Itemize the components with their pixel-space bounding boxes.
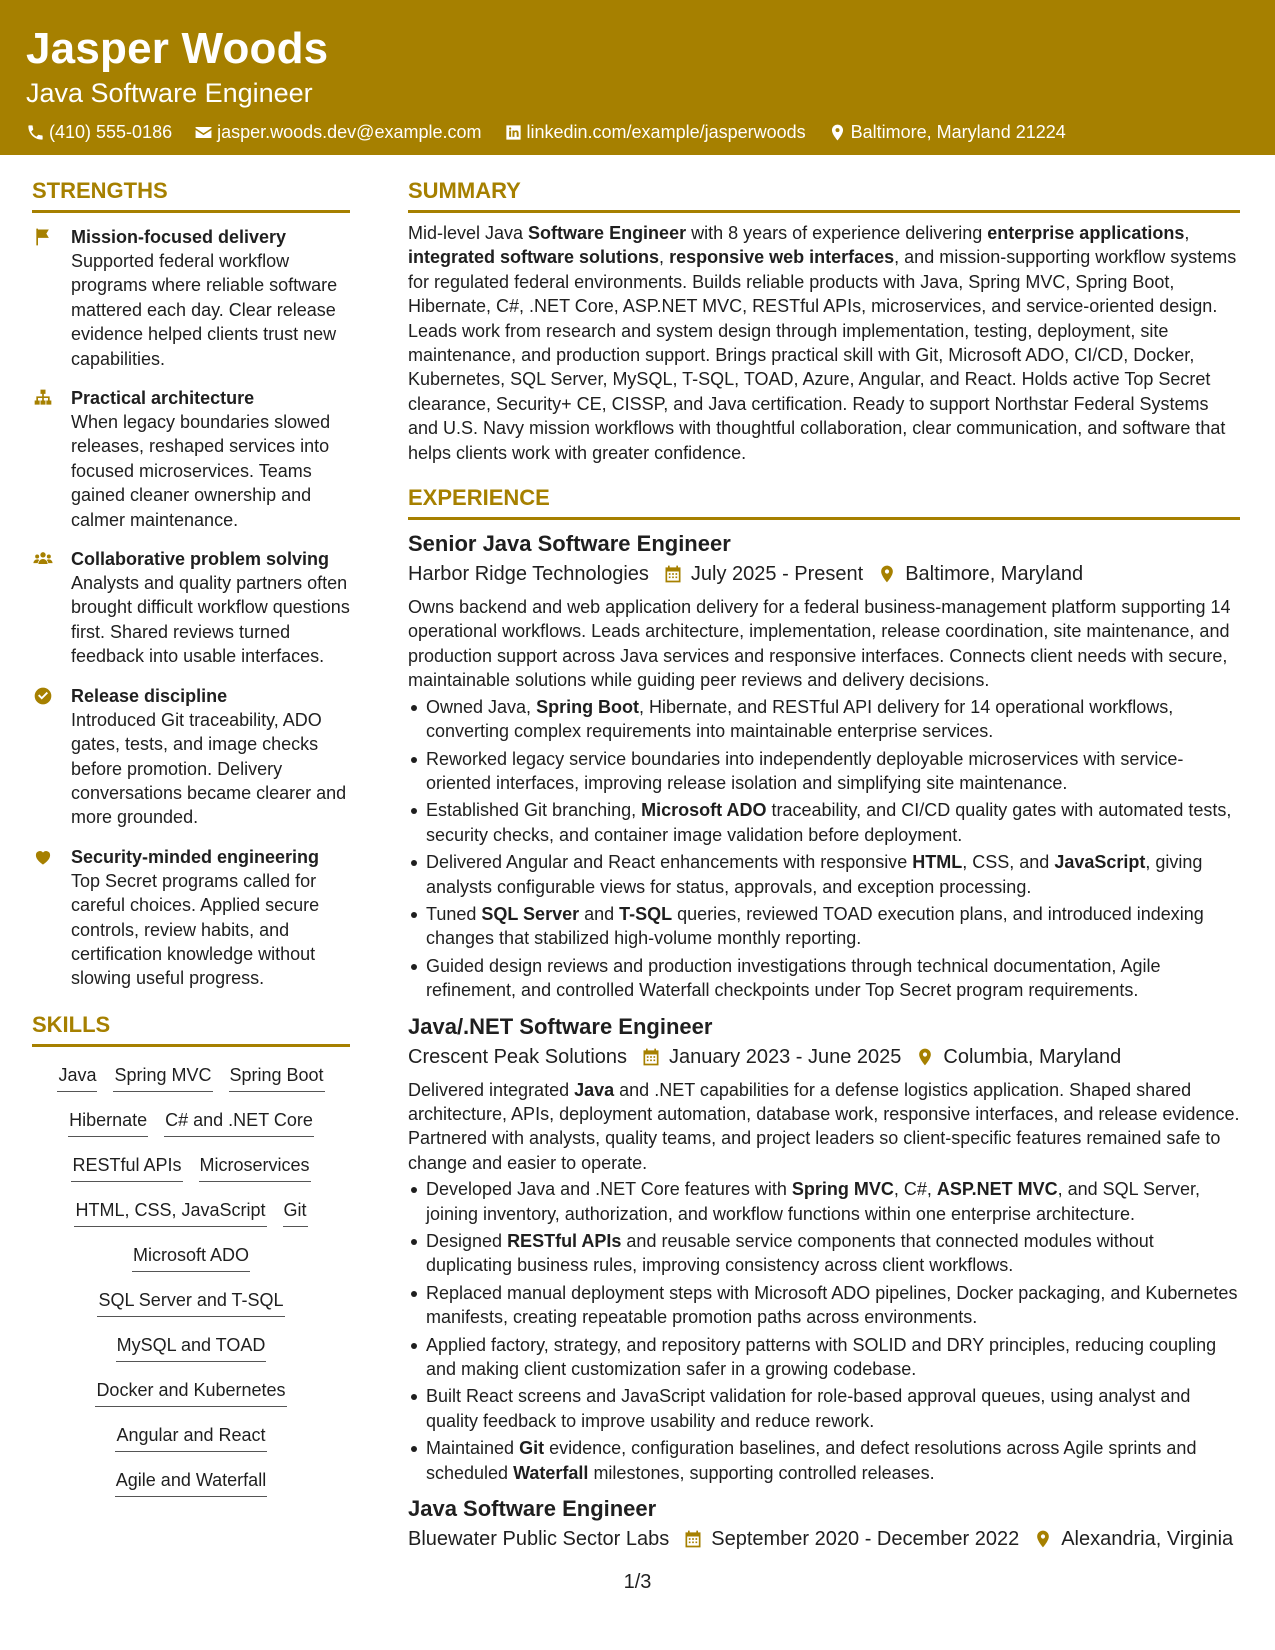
left-column [32, 178, 350, 1513]
contact-email-text[interactable]: jasper.woods.dev@example.com [217, 122, 482, 142]
skill-row [32, 1333, 350, 1362]
job-bullet [408, 902, 1240, 951]
job-title: Java Software Engineer [408, 1496, 657, 1522]
skill-tag: Spring MVC [113, 1063, 212, 1092]
skill-row [32, 1108, 350, 1137]
bold-text: Git [519, 1438, 545, 1459]
skill-tag: Hibernate [68, 1108, 148, 1137]
strength-title: Practical architecture [71, 388, 255, 409]
skill-tag: C# and .NET Core [164, 1108, 314, 1137]
job-dates: September 2020 - December 2022 [711, 1528, 1020, 1551]
text-segment: Established Git branching, [426, 800, 642, 821]
text-segment: Owns backend and web application delivery for a federal business-management platform supporting 14 operational workflows. Leads architecture, implementation, release coordination, site maintenance, and production support across Java services and responsive interfaces. Connects client needs with secure, maintainable solutions while guiding peer reviews and delivery decisions. [408, 597, 1231, 691]
strength-text: Analysts and quality partners often brought difficult workflow questions first. Shared reviews turned feedback into usable interfaces. [71, 573, 350, 667]
text-segment: , [659, 247, 670, 268]
skill-tag: Java [57, 1063, 97, 1092]
strength-item [32, 845, 350, 991]
page-number: 1/3 [623, 1571, 652, 1593]
strength-item [32, 684, 350, 830]
job-title: Senior Java Software Engineer [408, 531, 731, 557]
calendar-icon [683, 1529, 703, 1549]
text-segment: Reworked legacy service boundaries into independently deployable microservices with service-oriented interfaces, improving release isolation and simplifying site maintenance. [426, 748, 1184, 793]
bold-text: T-SQL [619, 903, 673, 924]
map-pin-icon [877, 564, 897, 584]
skill-tag: HTML, CSS, JavaScript [74, 1198, 266, 1227]
strength-text: Top Secret programs called for careful choices. Applied secure controls, review habits, and certification knowledge without slowing useful progress. [71, 870, 320, 989]
text-segment: queries, reviewed TOAD execution plans, and introduced indexing changes that stabilized high-volume monthly reporting. [426, 903, 1204, 949]
calendar-icon [663, 564, 683, 584]
bold-text: Software Engineer [528, 223, 687, 243]
strength-item [32, 386, 350, 532]
skill-tag: Angular and React [115, 1423, 266, 1452]
text-segment: Owned Java, [426, 696, 537, 717]
bold-text: Spring Boot [536, 696, 640, 717]
summary-text [408, 221, 1240, 465]
text-segment: Applied factory, strategy, and repository patterns with SOLID and DRY principles, reducing coupling and making client customization safer in a growing codebase. [426, 1334, 1217, 1380]
resume-header [0, 0, 1275, 155]
bold-text: SQL Server [481, 903, 580, 924]
strength-text: Supported federal workflow programs where reliable software mattered each day. Clear release evidence helped clients trust new capabilities. [71, 251, 338, 369]
job-location: Baltimore, Maryland [905, 563, 1084, 586]
job-company: Crescent Peak Solutions [408, 1045, 628, 1068]
text-segment: , [1184, 223, 1190, 243]
text-segment: , and SQL Server, joining inventory, authorization, and workflow functions within one enterprise architecture. [426, 1179, 1201, 1224]
skill-row [32, 1378, 350, 1407]
job-bullet [408, 954, 1240, 1003]
text-segment: , CSS, and [962, 852, 1055, 873]
contact-location-text: Baltimore, Maryland 21224 [850, 122, 1066, 142]
job-bullet [408, 1436, 1240, 1485]
strengths-list [32, 225, 350, 991]
job-bullet [408, 850, 1240, 899]
text-segment: , Hibernate, and RESTful API delivery for 14 operational workflows, converting complex requirements into maintainable enterprise services. [426, 696, 1174, 742]
text-segment: and .NET capabilities for a defense logistics application. Shaped shared architecture, APIs, deployment automation, database work, responsive interfaces, and release evidence. Partnered with analysts, quality teams, and project leaders so client-specific features remained safe to change and easier to operate. [408, 1079, 1240, 1173]
candidate-name: Jasper Woods [26, 24, 329, 73]
text-segment: , C#, [893, 1179, 937, 1200]
skill-tag: Microservices [199, 1153, 311, 1182]
strength-title: Release discipline [71, 685, 228, 706]
text-segment: , and mission-supporting workflow systems for regulated federal environments. Builds reliable products with Java, Spring MVC, Spring Boot, Hibernate, C#, .NET Core, ASP.NET MVC, RESTful APIs, microservices, and service-oriented design. Leads work from research and system design through implementation, testing, deployment, site maintenance, and production support. Brings practical skill with Git, Microsoft ADO, CI/CD, Docker, Kubernetes, SQL Server, MySQL, T-SQL, TOAD, Azure, Angular, and React. Holds active Top Secret clearance, Security+ CE, CISSP, and Java certification. Ready to support Northstar Federal Systems and U.S. Navy mission workflows with thoughtful collaboration, clear communication, and software that helps clients work with greater confidence. [408, 247, 1237, 463]
job-bullet [408, 1281, 1240, 1330]
experience-list [408, 530, 1240, 1554]
job-bullets [408, 695, 1240, 1003]
phone-icon [26, 123, 45, 142]
bold-text: integrated software solutions [408, 247, 660, 268]
map-pin-icon [828, 123, 847, 142]
skill-row [32, 1153, 350, 1182]
job-bullet [408, 1229, 1240, 1278]
contact-location [828, 121, 1066, 143]
strength-title: Mission-focused delivery [71, 227, 287, 247]
map-pin-icon [915, 1047, 935, 1067]
strength-text: When legacy boundaries slowed releases, reshaped services into focused microservices. Teams gained cleaner ownership and calmer maintenance. [71, 412, 331, 530]
job-location: Columbia, Maryland [943, 1045, 1122, 1068]
strength-item [32, 547, 350, 669]
job-company: Harbor Ridge Technologies [408, 563, 649, 586]
skill-tag: MySQL and TOAD [116, 1333, 267, 1362]
contact-phone-text: (410) 555-0186 [49, 122, 173, 142]
job-description [408, 1078, 1240, 1176]
job-entry [408, 1495, 1240, 1554]
skills-heading: SKILLS [32, 1012, 350, 1047]
bold-text: enterprise applications [987, 223, 1185, 243]
job-company: Bluewater Public Sector Labs [408, 1528, 670, 1551]
job-description [408, 595, 1240, 693]
text-segment: Built React screens and JavaScript validation for role-based approval queues, using analyst and quality feedback to improve usability and reduce rework. [426, 1386, 1191, 1431]
job-bullet [408, 1384, 1240, 1433]
text-segment: Delivered Angular and React enhancements with responsive [426, 852, 913, 873]
job-entry [408, 1013, 1240, 1486]
job-entry [408, 530, 1240, 1003]
sitemap-icon [32, 388, 54, 408]
text-segment: and [579, 903, 620, 924]
skill-row [32, 1288, 350, 1317]
text-segment: , giving analysts configurable views for status, approvals, and exception processing. [426, 852, 1203, 897]
contact-linkedin[interactable] [504, 121, 806, 143]
strengths-heading: STRENGTHS [32, 178, 350, 213]
right-column [408, 178, 1240, 1554]
text-segment: milestones, supporting controlled releases. [588, 1462, 935, 1483]
experience-heading: EXPERIENCE [408, 485, 1240, 520]
text-segment: Delivered integrated [408, 1079, 575, 1100]
job-bullet [408, 1333, 1240, 1382]
skill-tag: Microsoft ADO [132, 1243, 250, 1272]
skills-list [32, 1063, 350, 1497]
job-meta [408, 1524, 1240, 1554]
skill-tag: RESTful APIs [71, 1153, 182, 1182]
users-icon [32, 549, 54, 569]
job-dates: January 2023 - June 2025 [669, 1045, 902, 1068]
check-circle-icon [32, 686, 54, 706]
envelope-icon [194, 123, 213, 142]
bold-text: RESTful APIs [507, 1231, 622, 1251]
job-meta [408, 1042, 1240, 1072]
skill-tag: Spring Boot [229, 1063, 325, 1092]
skill-row [32, 1468, 350, 1497]
skill-tag: Agile and Waterfall [115, 1468, 267, 1497]
heart-icon [32, 847, 54, 867]
job-bullet [408, 798, 1240, 847]
text-segment: Maintained [426, 1438, 520, 1459]
job-meta [408, 559, 1240, 589]
job-location: Alexandria, Virginia [1061, 1528, 1234, 1551]
map-pin-icon [1033, 1529, 1053, 1549]
contact-row [26, 121, 1275, 143]
job-bullet [408, 695, 1240, 744]
contact-email[interactable] [194, 121, 481, 143]
summary-heading: SUMMARY [408, 178, 1240, 213]
text-segment: Replaced manual deployment steps with Microsoft ADO pipelines, Docker packaging, and Kubernetes manifests, creating repeatable promotion paths across environments. [426, 1282, 1238, 1328]
job-dates: July 2025 - Present [690, 563, 864, 586]
skill-row [32, 1423, 350, 1452]
skill-row [32, 1198, 350, 1227]
bold-text: JavaScript [1054, 852, 1146, 873]
job-bullets [408, 1177, 1240, 1485]
candidate-title: Java Software Engineer [26, 78, 313, 108]
job-title: Java/.NET Software Engineer [408, 1013, 713, 1039]
bold-text: Microsoft ADO [641, 800, 767, 821]
text-segment: evidence, configuration baselines, and defect resolutions across Agile sprints and scheduled [426, 1438, 1197, 1483]
skill-row [32, 1243, 350, 1272]
strength-text: Introduced Git traceability, ADO gates, tests, and image checks before promotion. Delivery conversations became clearer and more grounded. [71, 709, 347, 828]
text-segment: Guided design reviews and production investigations through technical documentation, Agile refinement, and controlled Waterfall checkpoints under Top Secret program requirements. [426, 955, 1161, 1001]
bold-text: HTML [912, 852, 963, 873]
skill-tag: Git [283, 1198, 308, 1227]
skill-row [32, 1063, 350, 1092]
skill-tag: Docker and Kubernetes [95, 1378, 286, 1407]
calendar-icon [641, 1047, 661, 1067]
contact-linkedin-text[interactable]: linkedin.com/example/jasperwoods [526, 122, 806, 142]
job-bullet [408, 1177, 1240, 1226]
strength-title: Security-minded engineering [71, 846, 320, 867]
contact-phone [26, 121, 172, 143]
skill-tag: SQL Server and T-SQL [97, 1288, 284, 1317]
bold-text: Java [574, 1079, 615, 1100]
text-segment: Tuned [426, 903, 482, 924]
text-segment: Developed Java and .NET Core features with [426, 1179, 792, 1200]
strength-title: Collaborative problem solving [71, 549, 330, 570]
bold-text: responsive web interfaces [669, 247, 895, 268]
linkedin-icon [504, 123, 523, 142]
text-segment: with 8 years of experience delivering [686, 223, 988, 243]
strength-item [32, 225, 350, 371]
text-segment: traceability, and CI/CD quality gates with automated tests, security checks, and container image validation before deployment. [426, 800, 1232, 845]
bold-text: Waterfall [513, 1462, 589, 1483]
flag-icon [32, 227, 54, 247]
text-segment: Designed [426, 1231, 508, 1251]
job-bullet [408, 747, 1240, 796]
text-segment: Mid-level Java [408, 223, 529, 243]
bold-text: Spring MVC [791, 1179, 894, 1200]
text-segment: and reusable service components that connected modules without duplicating business rules, improving consistency across client workflows. [426, 1231, 1154, 1276]
bold-text: ASP.NET MVC [936, 1179, 1058, 1200]
